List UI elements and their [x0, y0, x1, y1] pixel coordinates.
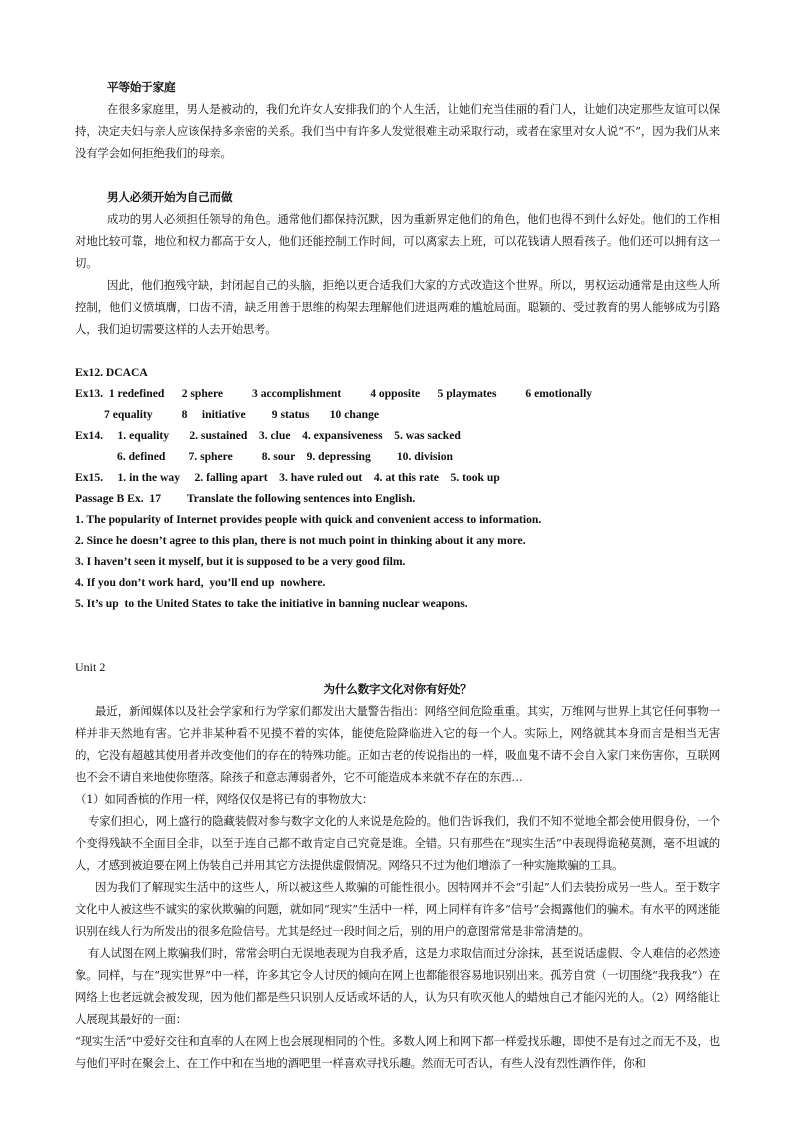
paragraph: 因为我们了解现实生活中的这些人，所以被这些人欺骗的可能性很小。因特网并不会“引起”人们去装扮成另一些人。至于数字文化中人被这些不诚实的家伙欺骗的问题，就如同“现实”生活中一样，网上同样有许多“信号”会揭露他们的骗术。有水平的网迷能识别在线人行为所发出的很多危险信号。尤其是经过一段时间之后，别的用户的意图常常是非常清楚的。	[75, 880, 720, 938]
translation-sentence: 3. I haven’t seen it myself, but it is supposed to be a very good film.	[75, 555, 406, 568]
exercise-line: 7 equality 8 initiative 9 status 10 change	[104, 408, 380, 421]
exercise-line: Ex14. 1. equality 2. sustained 3. clue 4. expansiveness 5. was sacked	[75, 429, 461, 442]
paragraph: 有人试图在网上欺骗我们时，常常会明白无误地表现为自我矛盾，这是力求取信而过分涂抹，甚至说话虚假、令人难信的必然迹象。同样，与在“现实世界”中一样，许多其它令人讨厌的倾向在网上也都能很容易地识别出来。孤芳自赏（一切围绕“我我我”）在网络上也老远就会被发现，因为他们都是些只识别人反话或坏话的人，认为只有吹灭他人的蜡烛自己才能闪光的人。（2）网络能让人展现其最好的一面：	[75, 946, 720, 1026]
paragraph: 最近，新闻媒体以及社会学家和行为学家们都发出大量警告指出：网络空间危险重重。其实，万维网与世界上其它任何事物一样并非天然地有害。它并非某种看不见摸不着的实体，能使危险降临进入它的每一个人。实际上，网络就其本身而言是相当无害的，它没有超越其使用者并改变他们的存在的特殊功能。正如古老的传说指出的一样，吸血鬼不请不会自入家门来伤害你，互联网也不会不请自来地使你堕落。除孩子和意志薄弱者外，它不可能造成本来就不存在的东西…	[75, 704, 720, 784]
section-heading: 男人必须开始为自己而做	[107, 190, 233, 204]
spacer	[75, 164, 720, 186]
exercise-line: Ex12. DCACA	[75, 366, 148, 379]
paragraph: 专家们担心，网上盛行的隐藏装假对参与数字文化的人来说是危险的。他们告诉我们，我们不知不觉地全都会使用假身份，一个个变得残缺不全面目全非，以至于连自己都不敢肯定自己究竟是谁。全错。只有那些在“现实生活”中表现得诡秘莫测，毫不坦诚的人，才感到被迫要在网上伪装自己并用其它方法提供虚假情况。网络只不过为他们增添了一种实施欺骗的工具。	[75, 814, 720, 872]
translation-sentence: 4. If you don’t work hard, you’ll end up nowhere.	[75, 576, 326, 589]
paragraph: 成功的男人必须担任领导的角色。通常他们都保持沉默，因为重新界定他们的角色，他们也得不到什么好处。他们的工作相对地比较可靠，地位和权力都高于女人，他们还能控制工作时间，可以离家去上班，可以花钱请人照看孩子。他们还可以拥有这一切。	[75, 212, 720, 270]
unit-label: Unit 2	[75, 660, 106, 674]
spacer	[75, 614, 720, 656]
translation-sentence: 5. It’s up to the United States to take the initiative in banning nuclear weapons.	[75, 597, 468, 610]
exercise-line: Ex13. 1 redefined 2 sphere 3 accomplishment 4 opposite 5 playmates 6 emotionally	[75, 387, 593, 400]
paragraph: 在很多家庭里，男人是被动的，我们允许女人安排我们的个人生活，让她们充当佳丽的看门人，让她们决定那些友谊可以保持，决定夫妇与亲人应该保持多亲密的关系。我们当中有许多人发觉很难主动采取行动，或者在家里对女人说“不”，因为我们从来没有学会如何拒绝我们的母亲。	[75, 102, 720, 160]
unit-title: 为什么数字文化对你有好处？	[323, 682, 472, 696]
translation-sentence: 1. The popularity of Internet provides people with quick and convenient access to information.	[75, 513, 542, 526]
exercise-line: Ex15. 1. in the way 2. falling apart 3. have ruled out 4. at this rate 5. took up	[75, 471, 500, 484]
section-heading: 平等始于家庭	[107, 80, 176, 94]
paragraph: “现实生活”中爱好交往和直率的人在网上也会展现相同的个性。多数人网上和网下都一样爱找乐趣，即使不是有过之而无不及，也与他们平时在聚会上、在工作中和在当地的酒吧里一样喜欢寻找乐趣。然而无可否认，有些人没有烈性酒作伴，你和	[75, 1034, 720, 1070]
exercise-line: 6. defined 7. sphere 8. sour 9. depressing 10. division	[117, 450, 453, 463]
point-heading: （1）如同香槟的作用一样，网络仅仅是将已有的事物放大：	[75, 792, 374, 806]
document-page	[75, 76, 720, 1074]
spacer	[75, 340, 720, 362]
translation-sentence: 2. Since he doesn’t agree to this plan, there is not much point in thinking about it any more.	[75, 534, 526, 547]
exercise-line: Passage B Ex. 17 Translate the following sentences into English.	[75, 492, 416, 505]
paragraph: 因此，他们抱残守缺，封闭起自己的头脑，拒绝以更合适我们大家的方式改造这个世界。所以，男权运动通常是由这些人所控制，他们义愤填膺，口齿不清，缺乏用善于思维的构架去理解他们进退两难的尴尬局面。聪颖的、受过教育的男人能够成为引路人，我们迫切需要这样的人去开始思考。	[75, 278, 720, 336]
